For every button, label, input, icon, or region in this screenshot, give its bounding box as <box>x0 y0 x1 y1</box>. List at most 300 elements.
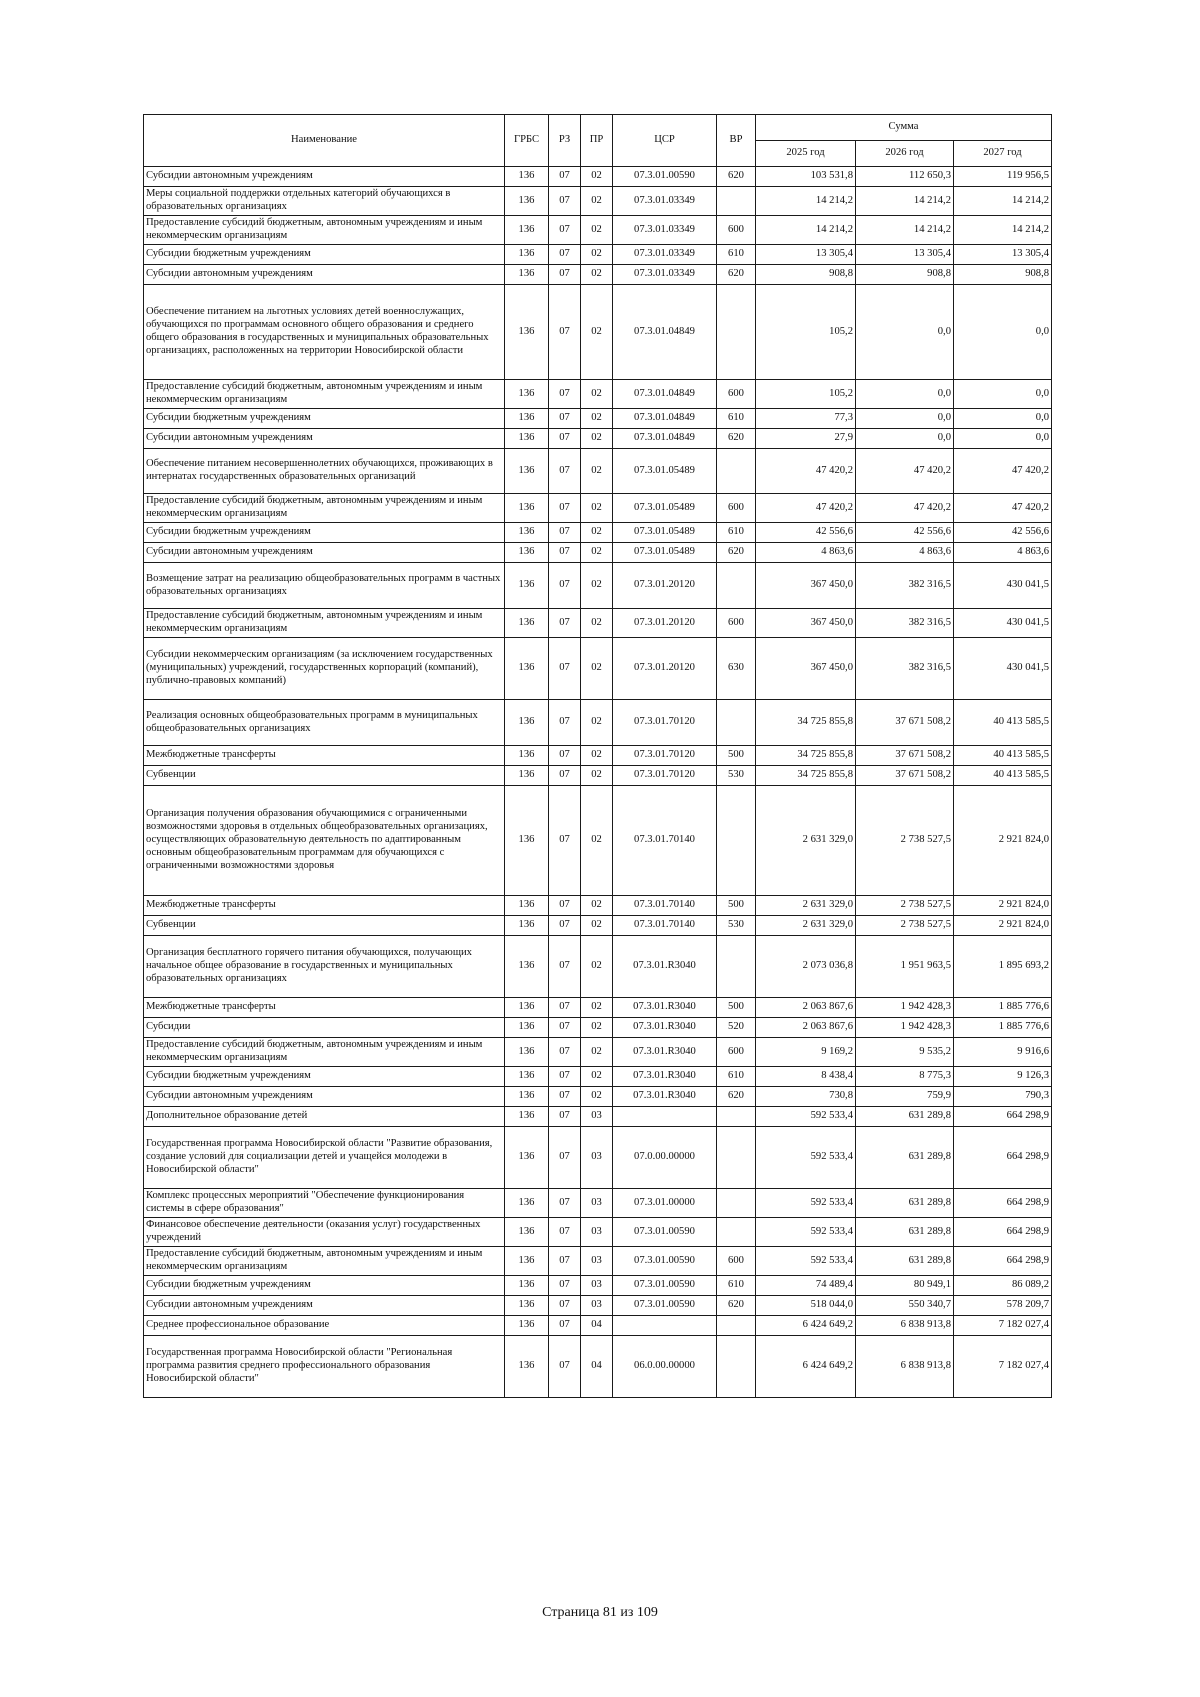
row-pr-cell: 03 <box>581 1107 613 1127</box>
budget-sheet <box>143 114 1050 1398</box>
table-row <box>144 543 1052 563</box>
row-grbs-cell: 136 <box>505 409 549 429</box>
row-name-cell: Субсидии автономным учреждениям <box>144 429 505 449</box>
row-pr-cell: 02 <box>581 766 613 786</box>
table-row <box>144 916 1052 936</box>
row-amount-2027-cell: 9 916,6 <box>954 1038 1052 1067</box>
row-name-cell: Предоставление субсидий бюджетным, автономным учреждениям и иным некоммерческим организациям <box>144 380 505 409</box>
row-amount-2025-cell: 74 489,4 <box>756 1276 856 1296</box>
row-pr-cell: 04 <box>581 1316 613 1336</box>
table-row <box>144 380 1052 409</box>
row-pr-cell: 02 <box>581 1087 613 1107</box>
row-rz-cell: 07 <box>549 1087 581 1107</box>
row-amount-2025-cell: 27,9 <box>756 429 856 449</box>
row-name-cell: Субсидии бюджетным учреждениям <box>144 1067 505 1087</box>
table-row <box>144 494 1052 523</box>
table-row <box>144 1336 1052 1398</box>
row-amount-2026-cell: 1 951 963,5 <box>856 936 954 998</box>
row-csr-cell: 07.3.01.00590 <box>613 1296 717 1316</box>
row-rz-cell: 07 <box>549 245 581 265</box>
header-pr: ПР <box>581 115 613 167</box>
row-amount-2026-cell: 37 671 508,2 <box>856 766 954 786</box>
table-row <box>144 1296 1052 1316</box>
row-pr-cell: 03 <box>581 1218 613 1247</box>
row-rz-cell: 07 <box>549 609 581 638</box>
row-name-cell: Субсидии <box>144 1018 505 1038</box>
row-rz-cell: 07 <box>549 1038 581 1067</box>
row-csr-cell: 07.3.01.04849 <box>613 380 717 409</box>
row-amount-2026-cell: 8 775,3 <box>856 1067 954 1087</box>
table-row <box>144 896 1052 916</box>
row-amount-2026-cell: 2 738 527,5 <box>856 916 954 936</box>
row-csr-cell: 07.3.01.20120 <box>613 609 717 638</box>
table-row <box>144 523 1052 543</box>
row-grbs-cell: 136 <box>505 766 549 786</box>
table-row <box>144 265 1052 285</box>
row-grbs-cell: 136 <box>505 998 549 1018</box>
row-grbs-cell: 136 <box>505 187 549 216</box>
row-name-cell: Государственная программа Новосибирской области "Развитие образования, создание условий для социализации детей и учащейся молодежи в Новосибирской области" <box>144 1127 505 1189</box>
row-pr-cell: 02 <box>581 449 613 494</box>
header-name: Наименование <box>144 115 505 167</box>
row-vr-cell: 600 <box>717 1247 756 1276</box>
table-row <box>144 409 1052 429</box>
row-grbs-cell: 136 <box>505 380 549 409</box>
row-csr-cell: 07.3.01.70120 <box>613 700 717 746</box>
row-rz-cell: 07 <box>549 700 581 746</box>
row-amount-2027-cell: 430 041,5 <box>954 563 1052 609</box>
row-amount-2026-cell: 631 289,8 <box>856 1189 954 1218</box>
table-row <box>144 245 1052 265</box>
row-name-cell: Обеспечение питанием на льготных условиях детей военнослужащих, обучающихся по программам основного общего образования и среднего общего образования в государственных и муниципальных образовательных организациях, расположенных на территории Новосибирской области <box>144 285 505 380</box>
row-vr-cell: 620 <box>717 1087 756 1107</box>
row-grbs-cell: 136 <box>505 700 549 746</box>
row-amount-2027-cell: 0,0 <box>954 429 1052 449</box>
row-amount-2027-cell: 790,3 <box>954 1087 1052 1107</box>
row-rz-cell: 07 <box>549 1316 581 1336</box>
row-pr-cell: 03 <box>581 1189 613 1218</box>
row-csr-cell: 07.3.01.R3040 <box>613 998 717 1018</box>
row-grbs-cell: 136 <box>505 1316 549 1336</box>
row-grbs-cell: 136 <box>505 1189 549 1218</box>
row-csr-cell: 07.3.01.04849 <box>613 429 717 449</box>
row-amount-2027-cell: 430 041,5 <box>954 609 1052 638</box>
row-grbs-cell: 136 <box>505 265 549 285</box>
row-rz-cell: 07 <box>549 543 581 563</box>
row-pr-cell: 04 <box>581 1336 613 1398</box>
row-amount-2027-cell: 40 413 585,5 <box>954 766 1052 786</box>
row-grbs-cell: 136 <box>505 1038 549 1067</box>
row-csr-cell: 07.3.01.03349 <box>613 265 717 285</box>
row-vr-cell: 500 <box>717 998 756 1018</box>
row-amount-2025-cell: 42 556,6 <box>756 523 856 543</box>
row-name-cell: Дополнительное образование детей <box>144 1107 505 1127</box>
row-amount-2025-cell: 34 725 855,8 <box>756 746 856 766</box>
row-grbs-cell: 136 <box>505 167 549 187</box>
row-amount-2027-cell: 0,0 <box>954 409 1052 429</box>
row-pr-cell: 02 <box>581 896 613 916</box>
row-amount-2027-cell: 664 298,9 <box>954 1107 1052 1127</box>
row-amount-2027-cell: 40 413 585,5 <box>954 746 1052 766</box>
row-amount-2026-cell: 2 738 527,5 <box>856 896 954 916</box>
row-csr-cell: 07.3.01.R3040 <box>613 1087 717 1107</box>
row-amount-2025-cell: 14 214,2 <box>756 216 856 245</box>
row-rz-cell: 07 <box>549 187 581 216</box>
row-amount-2026-cell: 0,0 <box>856 380 954 409</box>
row-amount-2026-cell: 631 289,8 <box>856 1107 954 1127</box>
row-rz-cell: 07 <box>549 1107 581 1127</box>
row-vr-cell: 630 <box>717 638 756 700</box>
table-row <box>144 609 1052 638</box>
row-rz-cell: 07 <box>549 1127 581 1189</box>
row-rz-cell: 07 <box>549 638 581 700</box>
row-amount-2026-cell: 42 556,6 <box>856 523 954 543</box>
row-amount-2026-cell: 382 316,5 <box>856 563 954 609</box>
row-amount-2025-cell: 592 533,4 <box>756 1218 856 1247</box>
row-csr-cell: 07.3.01.05489 <box>613 449 717 494</box>
row-grbs-cell: 136 <box>505 1296 549 1316</box>
row-amount-2025-cell: 103 531,8 <box>756 167 856 187</box>
row-pr-cell: 02 <box>581 380 613 409</box>
row-amount-2027-cell: 9 126,3 <box>954 1067 1052 1087</box>
row-amount-2026-cell: 631 289,8 <box>856 1247 954 1276</box>
row-vr-cell <box>717 449 756 494</box>
row-amount-2026-cell: 759,9 <box>856 1087 954 1107</box>
row-vr-cell <box>717 1189 756 1218</box>
row-amount-2026-cell: 550 340,7 <box>856 1296 954 1316</box>
row-pr-cell: 02 <box>581 1018 613 1038</box>
row-amount-2025-cell: 105,2 <box>756 285 856 380</box>
row-grbs-cell: 136 <box>505 786 549 896</box>
table-row <box>144 1038 1052 1067</box>
row-amount-2027-cell: 7 182 027,4 <box>954 1316 1052 1336</box>
row-name-cell: Субсидии автономным учреждениям <box>144 1296 505 1316</box>
row-csr-cell: 07.3.01.05489 <box>613 494 717 523</box>
row-amount-2026-cell: 9 535,2 <box>856 1038 954 1067</box>
row-name-cell: Межбюджетные трансферты <box>144 998 505 1018</box>
row-pr-cell: 03 <box>581 1296 613 1316</box>
row-vr-cell: 600 <box>717 494 756 523</box>
row-amount-2025-cell: 592 533,4 <box>756 1247 856 1276</box>
row-amount-2027-cell: 664 298,9 <box>954 1189 1052 1218</box>
row-rz-cell: 07 <box>549 265 581 285</box>
table-row <box>144 187 1052 216</box>
row-csr-cell: 07.3.01.70140 <box>613 916 717 936</box>
row-rz-cell: 07 <box>549 1067 581 1087</box>
row-csr-cell: 07.3.01.20120 <box>613 563 717 609</box>
row-amount-2026-cell: 37 671 508,2 <box>856 700 954 746</box>
table-row <box>144 1189 1052 1218</box>
row-amount-2026-cell: 631 289,8 <box>856 1127 954 1189</box>
row-vr-cell: 530 <box>717 916 756 936</box>
row-amount-2027-cell: 1 885 776,6 <box>954 998 1052 1018</box>
row-name-cell: Межбюджетные трансферты <box>144 746 505 766</box>
row-rz-cell: 07 <box>549 998 581 1018</box>
row-rz-cell: 07 <box>549 1218 581 1247</box>
row-amount-2025-cell: 77,3 <box>756 409 856 429</box>
row-pr-cell: 02 <box>581 638 613 700</box>
row-rz-cell: 07 <box>549 523 581 543</box>
table-row <box>144 449 1052 494</box>
row-pr-cell: 02 <box>581 1038 613 1067</box>
row-amount-2026-cell: 382 316,5 <box>856 609 954 638</box>
row-rz-cell: 07 <box>549 916 581 936</box>
row-amount-2026-cell: 6 838 913,8 <box>856 1316 954 1336</box>
row-amount-2026-cell: 13 305,4 <box>856 245 954 265</box>
row-csr-cell: 07.3.01.04849 <box>613 285 717 380</box>
row-pr-cell: 03 <box>581 1127 613 1189</box>
row-csr-cell: 07.3.01.70120 <box>613 766 717 786</box>
row-vr-cell: 500 <box>717 746 756 766</box>
row-amount-2027-cell: 2 921 824,0 <box>954 916 1052 936</box>
row-vr-cell <box>717 700 756 746</box>
row-amount-2027-cell: 908,8 <box>954 265 1052 285</box>
row-pr-cell: 02 <box>581 265 613 285</box>
row-csr-cell: 07.3.01.70120 <box>613 746 717 766</box>
row-amount-2026-cell: 631 289,8 <box>856 1218 954 1247</box>
row-rz-cell: 07 <box>549 449 581 494</box>
row-pr-cell: 02 <box>581 916 613 936</box>
row-amount-2025-cell: 105,2 <box>756 380 856 409</box>
row-vr-cell: 620 <box>717 265 756 285</box>
row-csr-cell <box>613 1107 717 1127</box>
row-rz-cell: 07 <box>549 1336 581 1398</box>
row-name-cell: Субвенции <box>144 916 505 936</box>
row-grbs-cell: 136 <box>505 523 549 543</box>
row-csr-cell: 07.3.01.00590 <box>613 167 717 187</box>
row-rz-cell: 07 <box>549 1296 581 1316</box>
row-amount-2027-cell: 47 420,2 <box>954 449 1052 494</box>
row-name-cell: Субсидии автономным учреждениям <box>144 167 505 187</box>
row-grbs-cell: 136 <box>505 896 549 916</box>
row-csr-cell: 07.3.01.03349 <box>613 245 717 265</box>
row-amount-2025-cell: 367 450,0 <box>756 638 856 700</box>
header-rz: РЗ <box>549 115 581 167</box>
row-name-cell: Предоставление субсидий бюджетным, автономным учреждениям и иным некоммерческим организациям <box>144 494 505 523</box>
row-vr-cell: 620 <box>717 167 756 187</box>
row-rz-cell: 07 <box>549 1018 581 1038</box>
row-name-cell: Межбюджетные трансферты <box>144 896 505 916</box>
table-header <box>144 115 1052 167</box>
row-grbs-cell: 136 <box>505 245 549 265</box>
table-row <box>144 285 1052 380</box>
row-amount-2025-cell: 2 063 867,6 <box>756 1018 856 1038</box>
row-amount-2025-cell: 592 533,4 <box>756 1127 856 1189</box>
row-grbs-cell: 136 <box>505 494 549 523</box>
row-grbs-cell: 136 <box>505 609 549 638</box>
row-csr-cell: 07.3.01.03349 <box>613 216 717 245</box>
row-amount-2025-cell: 14 214,2 <box>756 187 856 216</box>
row-vr-cell: 610 <box>717 409 756 429</box>
table-row <box>144 563 1052 609</box>
row-amount-2025-cell: 2 063 867,6 <box>756 998 856 1018</box>
row-rz-cell: 07 <box>549 167 581 187</box>
row-vr-cell: 610 <box>717 245 756 265</box>
row-amount-2026-cell: 14 214,2 <box>856 216 954 245</box>
row-pr-cell: 02 <box>581 216 613 245</box>
row-grbs-cell: 136 <box>505 1107 549 1127</box>
budget-table <box>143 114 1052 1398</box>
row-name-cell: Организация получения образования обучающимися с ограниченными возможностями здоровья в отдельных общеобразовательных организациях, осуществляющих образовательную деятельность по адаптированным основным общеобразовательным программам для обучающихся с ограниченными возможностями здоровья <box>144 786 505 896</box>
table-row <box>144 1107 1052 1127</box>
row-vr-cell <box>717 563 756 609</box>
table-row <box>144 700 1052 746</box>
row-rz-cell: 07 <box>549 1247 581 1276</box>
row-amount-2027-cell: 664 298,9 <box>954 1218 1052 1247</box>
row-name-cell: Организация бесплатного горячего питания обучающихся, получающих начальное общее образование в государственных и муниципальных образовательных организациях <box>144 936 505 998</box>
row-amount-2026-cell: 80 949,1 <box>856 1276 954 1296</box>
row-vr-cell: 620 <box>717 1296 756 1316</box>
row-amount-2025-cell: 34 725 855,8 <box>756 766 856 786</box>
row-rz-cell: 07 <box>549 409 581 429</box>
row-csr-cell: 07.3.01.20120 <box>613 638 717 700</box>
row-amount-2025-cell: 592 533,4 <box>756 1107 856 1127</box>
row-amount-2025-cell: 34 725 855,8 <box>756 700 856 746</box>
header-vr: ВР <box>717 115 756 167</box>
row-amount-2025-cell: 367 450,0 <box>756 563 856 609</box>
header-sum: Сумма <box>756 115 1052 141</box>
row-grbs-cell: 136 <box>505 216 549 245</box>
row-amount-2026-cell: 0,0 <box>856 285 954 380</box>
row-amount-2027-cell: 430 041,5 <box>954 638 1052 700</box>
row-amount-2027-cell: 664 298,9 <box>954 1127 1052 1189</box>
row-pr-cell: 03 <box>581 1276 613 1296</box>
row-amount-2025-cell: 367 450,0 <box>756 609 856 638</box>
row-pr-cell: 02 <box>581 998 613 1018</box>
row-vr-cell <box>717 1107 756 1127</box>
row-name-cell: Субсидии бюджетным учреждениям <box>144 245 505 265</box>
row-name-cell: Субсидии автономным учреждениям <box>144 265 505 285</box>
row-grbs-cell: 136 <box>505 1127 549 1189</box>
row-csr-cell: 07.3.01.70140 <box>613 896 717 916</box>
row-csr-cell: 07.3.01.00590 <box>613 1218 717 1247</box>
table-row <box>144 1316 1052 1336</box>
row-name-cell: Предоставление субсидий бюджетным, автономным учреждениям и иным некоммерческим организациям <box>144 1038 505 1067</box>
row-name-cell: Субсидии бюджетным учреждениям <box>144 409 505 429</box>
row-amount-2025-cell: 908,8 <box>756 265 856 285</box>
table-row <box>144 998 1052 1018</box>
row-amount-2027-cell: 47 420,2 <box>954 494 1052 523</box>
row-pr-cell: 03 <box>581 1247 613 1276</box>
row-grbs-cell: 136 <box>505 543 549 563</box>
row-vr-cell: 610 <box>717 1276 756 1296</box>
row-amount-2025-cell: 13 305,4 <box>756 245 856 265</box>
row-grbs-cell: 136 <box>505 1067 549 1087</box>
row-grbs-cell: 136 <box>505 1018 549 1038</box>
row-csr-cell: 07.3.01.05489 <box>613 543 717 563</box>
row-amount-2026-cell: 6 838 913,8 <box>856 1336 954 1398</box>
row-amount-2025-cell: 9 169,2 <box>756 1038 856 1067</box>
row-amount-2025-cell: 6 424 649,2 <box>756 1336 856 1398</box>
row-amount-2027-cell: 1 885 776,6 <box>954 1018 1052 1038</box>
row-name-cell: Предоставление субсидий бюджетным, автономным учреждениям и иным некоммерческим организациям <box>144 1247 505 1276</box>
row-grbs-cell: 136 <box>505 746 549 766</box>
row-rz-cell: 07 <box>549 896 581 916</box>
header-year-2027: 2027 год <box>954 141 1052 167</box>
row-vr-cell <box>717 1316 756 1336</box>
row-csr-cell: 07.3.01.03349 <box>613 187 717 216</box>
table-row <box>144 1247 1052 1276</box>
table-row <box>144 1087 1052 1107</box>
row-amount-2026-cell: 2 738 527,5 <box>856 786 954 896</box>
row-vr-cell: 520 <box>717 1018 756 1038</box>
row-pr-cell: 02 <box>581 936 613 998</box>
row-amount-2027-cell: 0,0 <box>954 380 1052 409</box>
row-name-cell: Предоставление субсидий бюджетным, автономным учреждениям и иным некоммерческим организациям <box>144 609 505 638</box>
row-pr-cell: 02 <box>581 285 613 380</box>
row-vr-cell: 600 <box>717 609 756 638</box>
table-row <box>144 216 1052 245</box>
row-name-cell: Комплекс процессных мероприятий "Обеспечение функционирования системы в сфере образования" <box>144 1189 505 1218</box>
row-rz-cell: 07 <box>549 936 581 998</box>
row-vr-cell <box>717 1336 756 1398</box>
row-name-cell: Субсидии бюджетным учреждениям <box>144 1276 505 1296</box>
row-name-cell: Субвенции <box>144 766 505 786</box>
row-grbs-cell: 136 <box>505 1087 549 1107</box>
header-grbs: ГРБС <box>505 115 549 167</box>
table-row <box>144 746 1052 766</box>
row-pr-cell: 02 <box>581 609 613 638</box>
header-year-2026: 2026 год <box>856 141 954 167</box>
row-name-cell: Обеспечение питанием несовершеннолетних обучающихся, проживающих в интернатах государственных образовательных организаций <box>144 449 505 494</box>
row-pr-cell: 02 <box>581 409 613 429</box>
row-amount-2026-cell: 1 942 428,3 <box>856 1018 954 1038</box>
row-rz-cell: 07 <box>549 429 581 449</box>
row-amount-2025-cell: 730,8 <box>756 1087 856 1107</box>
row-vr-cell: 600 <box>717 216 756 245</box>
row-vr-cell <box>717 1127 756 1189</box>
row-name-cell: Субсидии автономным учреждениям <box>144 1087 505 1107</box>
row-amount-2026-cell: 382 316,5 <box>856 638 954 700</box>
row-rz-cell: 07 <box>549 380 581 409</box>
row-grbs-cell: 136 <box>505 1218 549 1247</box>
row-name-cell: Реализация основных общеобразовательных программ в муниципальных общеобразовательных организациях <box>144 700 505 746</box>
row-amount-2026-cell: 47 420,2 <box>856 494 954 523</box>
row-amount-2025-cell: 47 420,2 <box>756 449 856 494</box>
row-amount-2025-cell: 47 420,2 <box>756 494 856 523</box>
row-pr-cell: 02 <box>581 746 613 766</box>
row-csr-cell: 07.3.01.R3040 <box>613 1018 717 1038</box>
row-csr-cell <box>613 1316 717 1336</box>
row-rz-cell: 07 <box>549 1189 581 1218</box>
row-vr-cell: 530 <box>717 766 756 786</box>
row-amount-2027-cell: 42 556,6 <box>954 523 1052 543</box>
row-amount-2026-cell: 47 420,2 <box>856 449 954 494</box>
row-vr-cell: 610 <box>717 523 756 543</box>
table-row <box>144 167 1052 187</box>
row-amount-2027-cell: 4 863,6 <box>954 543 1052 563</box>
row-name-cell: Возмещение затрат на реализацию общеобразовательных программ в частных образовательных организациях <box>144 563 505 609</box>
table-row <box>144 936 1052 998</box>
row-grbs-cell: 136 <box>505 936 549 998</box>
row-pr-cell: 02 <box>581 429 613 449</box>
row-amount-2027-cell: 14 214,2 <box>954 216 1052 245</box>
row-amount-2025-cell: 592 533,4 <box>756 1189 856 1218</box>
page-number: Страница 81 из 109 <box>542 1605 658 1620</box>
row-amount-2025-cell: 8 438,4 <box>756 1067 856 1087</box>
table-body <box>144 167 1052 1398</box>
row-pr-cell: 02 <box>581 167 613 187</box>
row-amount-2025-cell: 2 073 036,8 <box>756 936 856 998</box>
row-pr-cell: 02 <box>581 543 613 563</box>
row-amount-2027-cell: 86 089,2 <box>954 1276 1052 1296</box>
row-grbs-cell: 136 <box>505 285 549 380</box>
row-amount-2027-cell: 1 895 693,2 <box>954 936 1052 998</box>
header-csr: ЦСР <box>613 115 717 167</box>
row-vr-cell: 600 <box>717 380 756 409</box>
row-csr-cell: 07.3.01.R3040 <box>613 936 717 998</box>
row-grbs-cell: 136 <box>505 1247 549 1276</box>
